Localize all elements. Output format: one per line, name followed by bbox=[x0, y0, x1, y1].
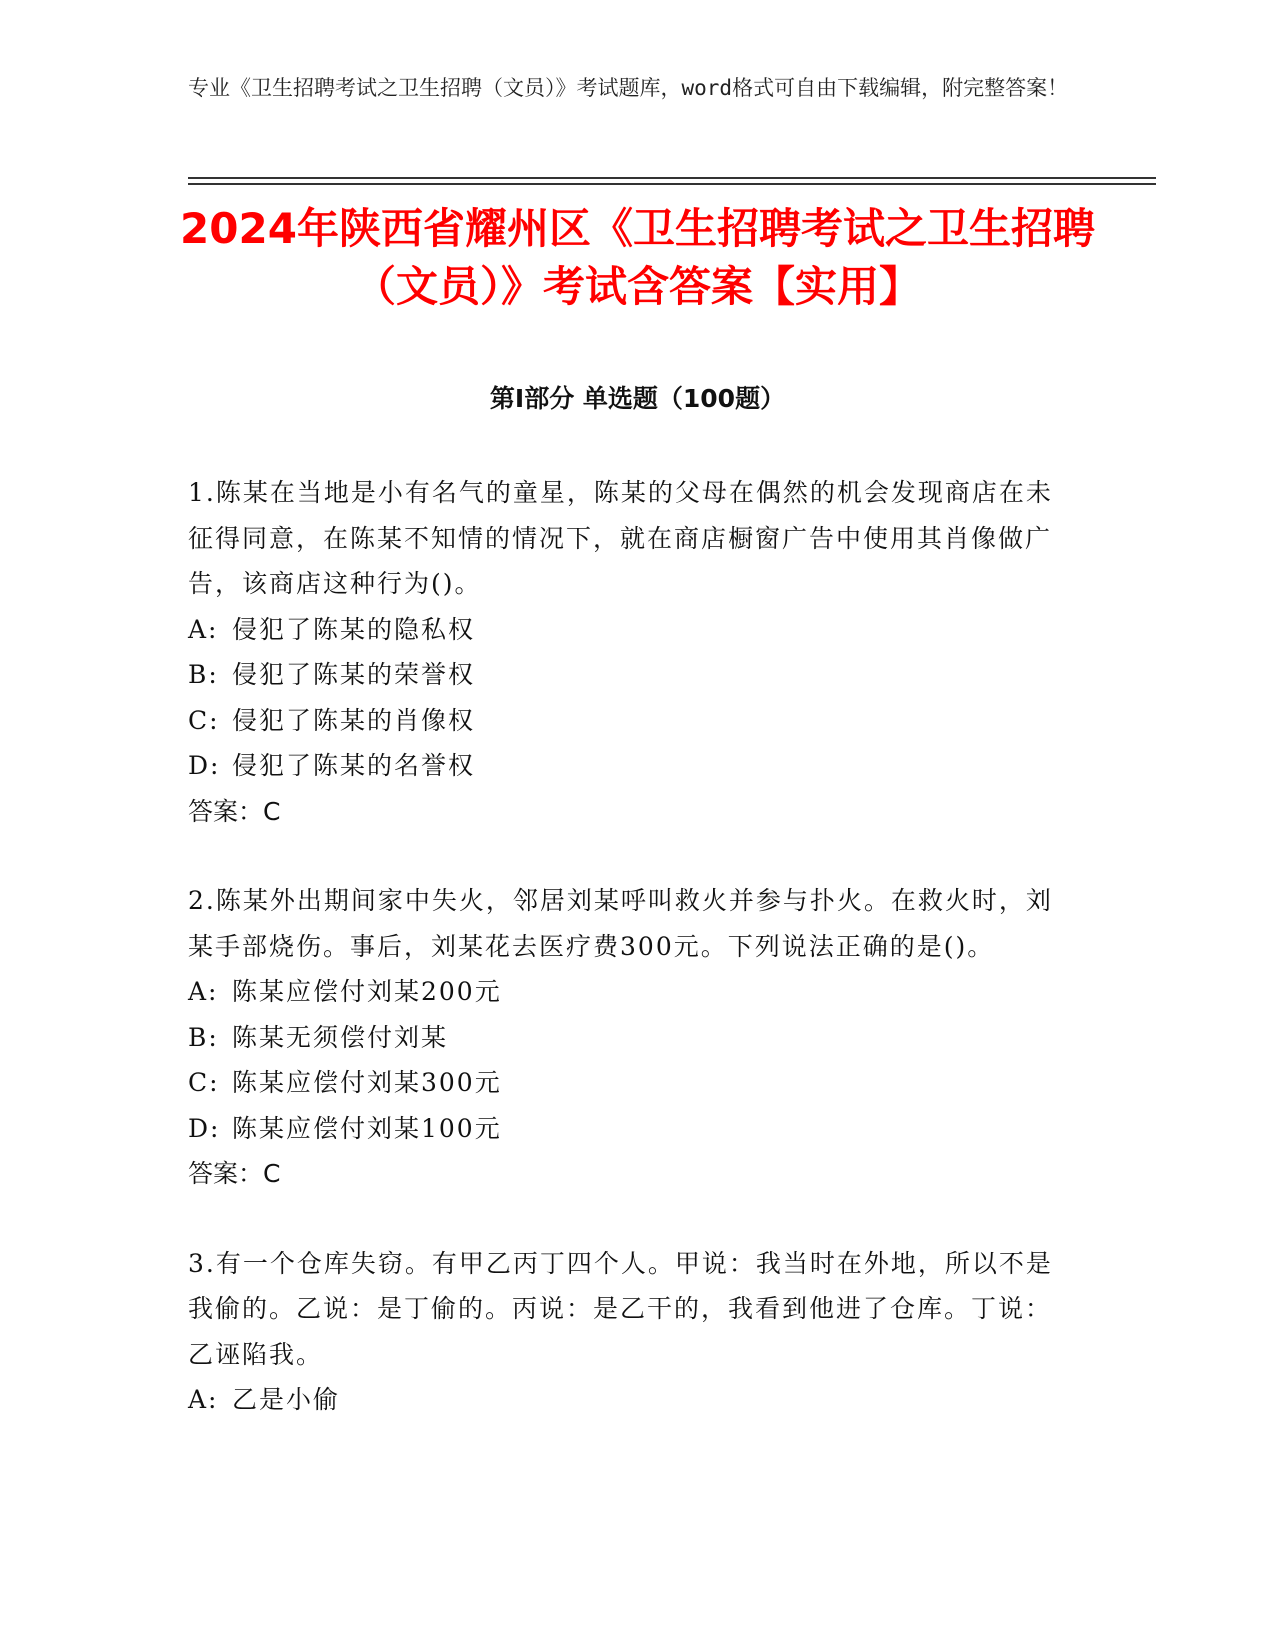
section-title: 第Ⅰ部分 单选题（100题） bbox=[489, 384, 786, 413]
question-text: 1.陈某在当地是小有名气的童星，陈某的父母在偶然的机会发现商店在未征得同意，在陈某不知情的情况下，就在商店橱窗广告中使用其肖像做广告，该商店这种行为()。 bbox=[188, 478, 1053, 598]
option-text: 陈某应偿付刘某100元 bbox=[232, 1113, 502, 1143]
question-list bbox=[188, 470, 1068, 1467]
option-text: 侵犯了陈某的肖像权 bbox=[232, 705, 476, 735]
answer-line: 答案：C bbox=[188, 796, 281, 826]
option-d bbox=[188, 743, 1068, 789]
option-b bbox=[188, 652, 1068, 698]
question-3 bbox=[188, 1241, 1068, 1423]
question-1 bbox=[188, 470, 1068, 834]
header-note: 专业《卫生招聘考试之卫生招聘（文员）》考试题库，word格式可自由下载编辑，附完整答案！ bbox=[188, 76, 1069, 100]
option-key: D: bbox=[188, 751, 221, 780]
option-text: 乙是小偷 bbox=[232, 1385, 341, 1414]
option-a bbox=[188, 607, 1068, 653]
option-text: 陈某应偿付刘某300元 bbox=[232, 1068, 502, 1097]
option-text: 侵犯了陈某的荣誉权 bbox=[232, 660, 476, 689]
question-2 bbox=[188, 878, 1068, 1197]
option-a bbox=[188, 969, 1068, 1015]
option-c bbox=[188, 698, 1068, 744]
option-c bbox=[188, 1060, 1068, 1106]
option-key: A: bbox=[188, 977, 219, 1006]
option-key: C: bbox=[188, 1068, 220, 1097]
option-text: 陈某应偿付刘某200元 bbox=[232, 977, 502, 1006]
question-text: 3.有一个仓库失窃。有甲乙丙丁四个人。甲说：我当时在外地，所以不是我偷的。乙说：是丁偷的。丙说：是乙干的，我看到他进了仓库。丁说：乙诬陷我。 bbox=[188, 1248, 1053, 1369]
option-a bbox=[188, 1377, 1068, 1423]
option-text: 侵犯了陈某的隐私权 bbox=[232, 614, 476, 644]
option-text: 侵犯了陈某的名誉权 bbox=[232, 751, 476, 780]
option-text: 陈某无须偿付刘某 bbox=[232, 1022, 449, 1052]
option-key: A: bbox=[188, 1385, 219, 1414]
option-d bbox=[188, 1106, 1068, 1152]
option-b bbox=[188, 1015, 1068, 1061]
option-key: B: bbox=[188, 1022, 219, 1052]
option-key: A: bbox=[188, 614, 219, 644]
header-divider-top bbox=[188, 177, 1156, 179]
answer-line: 答案：C bbox=[188, 1159, 281, 1188]
document-title: 2024年陕西省耀州区《卫生招聘考试之卫生招聘（文员）》考试含答案【实用】 bbox=[180, 204, 1095, 311]
question-text: 2.陈某外出期间家中失火，邻居刘某呼叫救火并参与扑火。在救火时，刘某手部烧伤。事后，刘某花去医疗费300元。下列说法正确的是()。 bbox=[188, 886, 1053, 961]
header-divider-bottom bbox=[188, 183, 1156, 185]
option-key: B: bbox=[188, 660, 219, 689]
option-key: D: bbox=[188, 1113, 221, 1143]
option-key: C: bbox=[188, 705, 220, 735]
